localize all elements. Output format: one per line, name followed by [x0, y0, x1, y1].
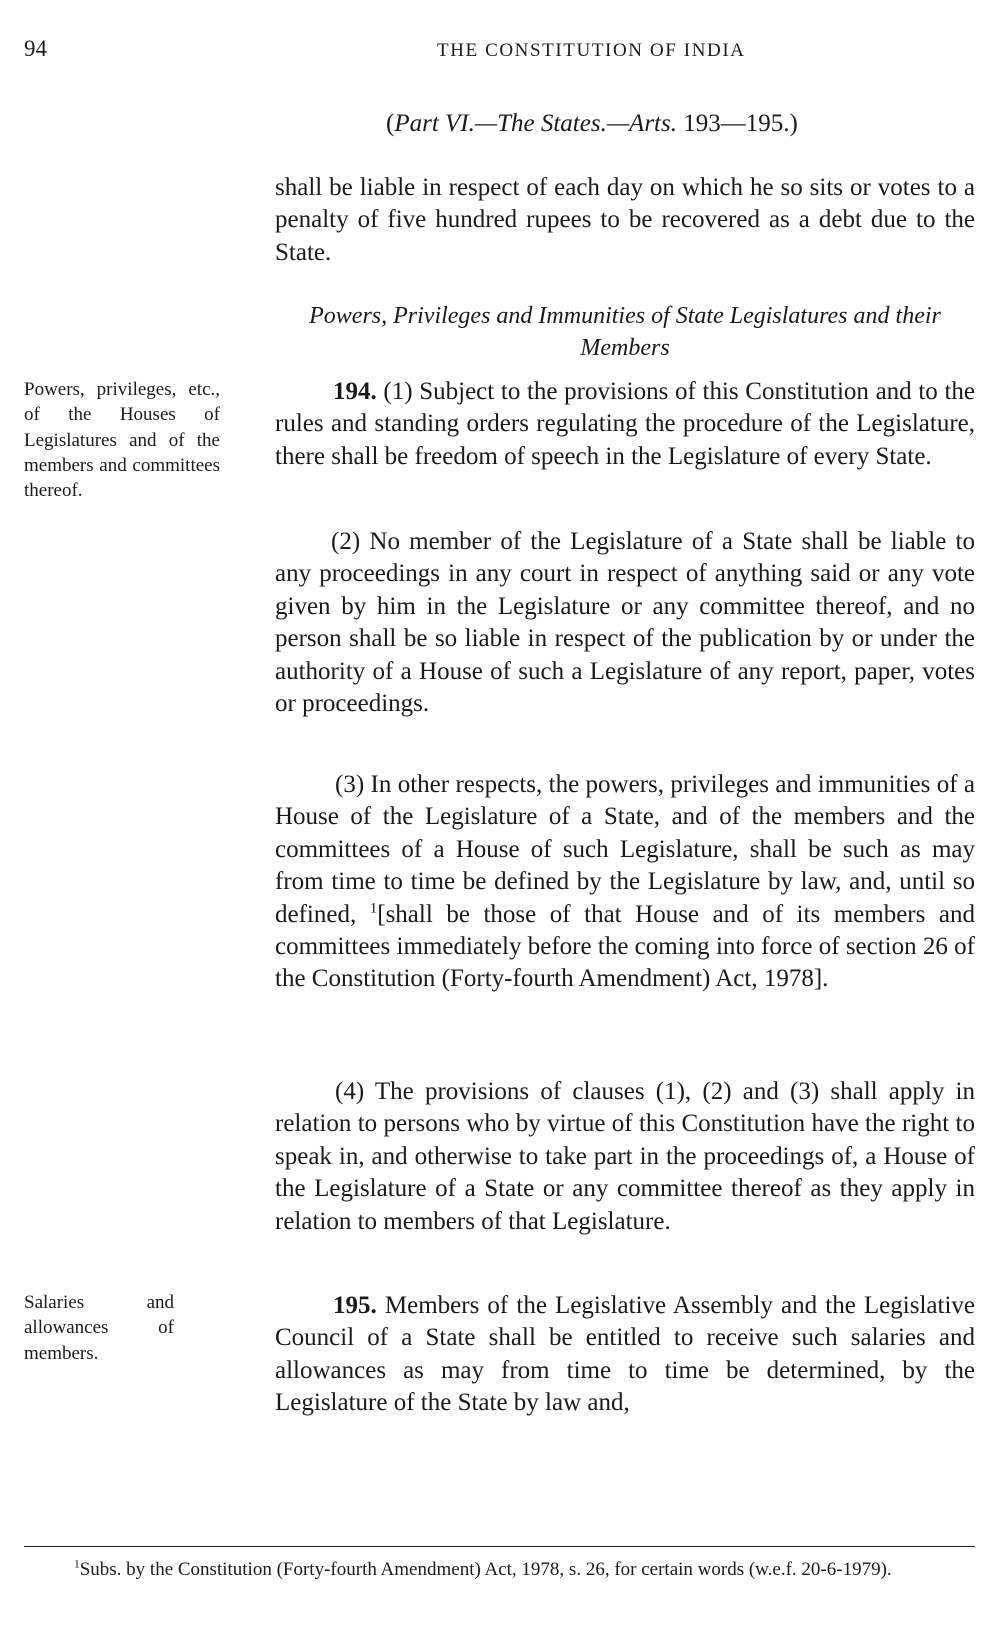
article-195-text: Members of the Legislative Assembly and the Legislative Council of a State shall be entitled to receive such salaries and allowances as may from time to time be determined, by the Legislature of the State by law and,	[275, 1292, 975, 1417]
marginal-note-194: Powers, privileges, etc., of the Houses of Legislatures and of the members and committees thereof.	[24, 379, 220, 502]
footnote-number: 1	[74, 1558, 80, 1571]
page-number: 94	[24, 36, 47, 61]
clause-3-text-a: (3) In other respects, the powers, privileges and immunities of a House of the Legislature of a State, and of the members and the committees of a House of such Legislature, shall be such as may from time to time be defined by the Legislature by law, and, until so defined,	[275, 771, 975, 928]
continuation-paragraph: shall be liable in respect of each day on which he so sits or votes to a penalty of five hundred rupees to be recovered as a debt due to the State.	[275, 174, 975, 266]
footnote-marker: 1	[369, 900, 378, 917]
marginal-note-195: Salaries and allowances of members.	[24, 1292, 174, 1364]
part-open: (	[386, 110, 395, 137]
article-194-clause-1	[275, 376, 975, 473]
article-194-clause-4: (4) The provisions of clauses (1), (2) and (3) shall apply in relation to persons who by virtue of this Constitution have the right to speak in, and otherwise to take part in the proceedings of, a House of the Legislature of a State or any committee thereof as they apply in relation to members of that Legislature.	[275, 1078, 975, 1235]
article-194-clause-3	[275, 769, 975, 996]
footnote-text: Subs. by the Constitution (Forty-fourth Amendment) Act, 1978, s. 26, for certain words (w.e.f. 20-6-1979).	[79, 1559, 892, 1580]
clause-3-text-b: [shall be those of that House and of its members and committees immediately before the coming into force of section 26 of the Constitution (Forty-fourth Amendment) Act, 1978].	[275, 900, 975, 993]
article-195	[275, 1290, 975, 1420]
article-194-clause-2: (2) No member of the Legislature of a State shall be liable to any proceedings in any court in respect of anything said or any vote given by him in the Legislature or any committee thereof, and no person shall be so liable in respect of the publication by or under the authority of a House of such a Legislature of any report, paper, votes or proceedings.	[275, 528, 975, 718]
footnote	[24, 1556, 975, 1583]
part-range: 193—195.)	[676, 110, 798, 137]
article-number-194: 194.	[333, 378, 377, 405]
part-label: Part VI.—The States.—Arts.	[394, 110, 677, 137]
section-heading: Powers, Privileges and Immunities of State Legislatures and their Members	[309, 303, 941, 361]
article-number-195: 195.	[333, 1292, 377, 1319]
clause-1-text: (1) Subject to the provisions of this Constitution and to the rules and standing orders regulating the procedure of the Legislature, there shall be freedom of speech in the Legislature of every State.	[275, 378, 975, 470]
part-heading	[386, 110, 798, 138]
footnote-rule	[24, 1546, 975, 1547]
indent	[275, 378, 333, 405]
running-head: THE CONSTITUTION OF INDIA	[437, 40, 746, 61]
